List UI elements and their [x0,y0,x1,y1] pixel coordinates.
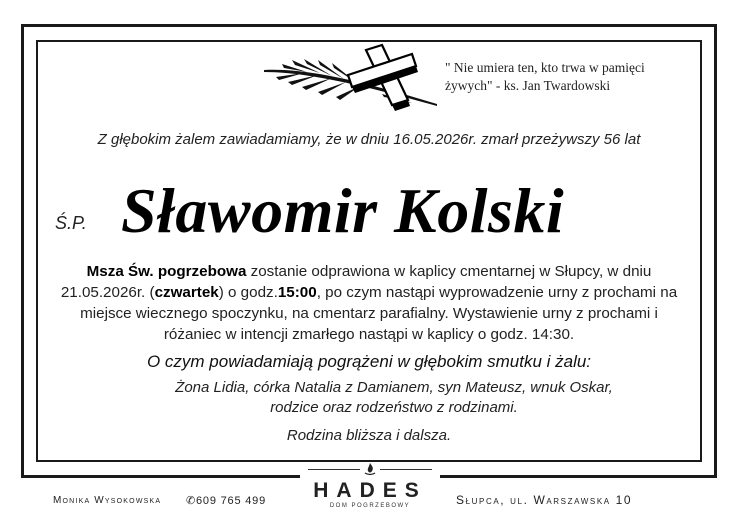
quote-line-1: " Nie umiera ten, kto trwa w pamięci [445,60,645,75]
quote-line-2: żywych" - ks. Jan Twardowski [445,78,611,93]
cross-with-palm-icon [262,42,440,112]
flame-icon [363,462,377,476]
mass-part-2: ) o godz. [218,284,278,301]
logo-line-right [380,469,432,470]
logo-line-left [308,469,360,470]
logo-name: HADES [313,479,427,502]
sp-prefix: Ś.P. [55,213,87,233]
closing-line: Rodzina bliższa i dalsza. [286,427,452,444]
deceased-name: Sławomir Kolski [121,175,565,246]
footer-contact-name: Monika Wysokowska [53,495,162,506]
family-line-1: Żona Lidia, córka Natalia z Damianem, syn Mateusz, wnuk Oskar, [175,379,613,396]
funeral-details [56,261,682,345]
memorial-quote [445,59,695,95]
mourners-announcement: O czym powiadamiają pogrążeni w głębokim smutku i żalu: [146,352,592,371]
footer-phone: ✆609 765 499 [186,495,266,507]
mass-lead: Msza Św. pogrzebowa [86,263,247,280]
family-line-2: rodzice oraz rodzeństwo z rodzinami. [270,399,518,416]
hades-logo [300,462,440,512]
logo-subtitle: DOM POGRZEBOWY [329,503,411,509]
mass-weekday: czwartek [154,284,219,301]
mass-part-1: zostanie odprawiona w kaplicy cmentarnej w Słupcy, w dniu 21.05.2026r. ( [60,263,652,301]
mass-time: 15:00 [277,284,317,301]
mass-part-3: , po czym nastąpi wyprowadzenie urny z prochami na miejsce wiecznego spoczynku, na cmentarz parafialny. Wystawienie urny z prochami i różaniec w intencji zmarłego nastąpi w kaplicy o godz. 14:30. [80,284,678,343]
death-announcement: Z głębokim żalem zawiadamiamy, że w dniu 16.05.2026r. zmarł przeżywszy 56 lat [97,131,641,148]
footer-address: Słupca, ul. Warszawska 10 [456,493,633,507]
